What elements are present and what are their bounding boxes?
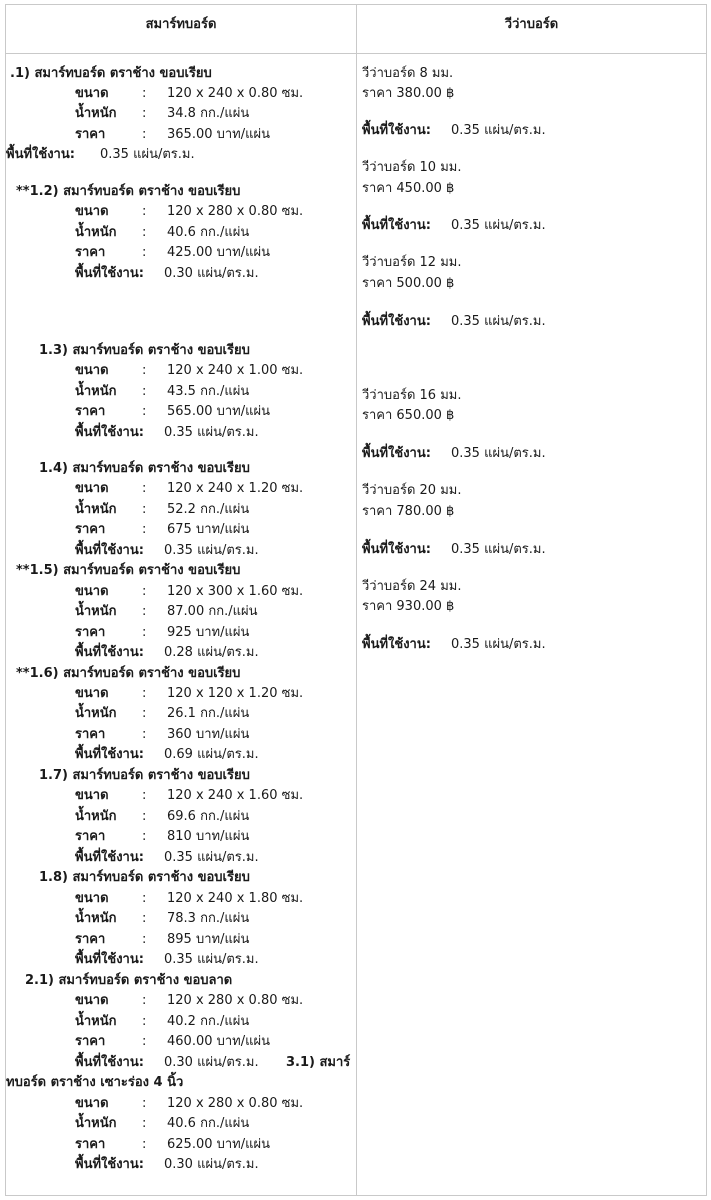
price-label: ราคา [75, 127, 106, 142]
vivaboard-item-name: วีว่าบอร์ด 12 มม. [362, 255, 462, 270]
vivaboard-item-name: วีว่าบอร์ด 8 มม. [362, 66, 454, 81]
area-value: 0.30 แผ่น/ตร.ม. [164, 266, 259, 281]
colon: : [142, 829, 147, 844]
area-label: พื้นที่ใช้งาน: [75, 952, 144, 967]
size-label: ขนาด [75, 686, 109, 701]
smartboard-item-title: ทบอร์ด ตราช้าง เซาะร่อง 4 นิ้ว [6, 1075, 184, 1090]
area-value: 0.35 แผ่น/ตร.ม. [451, 218, 546, 233]
area-value: 0.35 แผ่น/ตร.ม. [164, 425, 259, 440]
smartboard-item-title: .1) สมาร์ทบอร์ด ตราช้าง ขอบเรียบ [10, 66, 212, 81]
size-value: 120 x 300 x 1.60 ซม. [167, 584, 304, 599]
colon: : [142, 1116, 147, 1131]
header-smartboard: สมาร์ทบอร์ด [6, 5, 357, 54]
smartboard-item-title: 3.1) สมาร์ [286, 1055, 351, 1070]
colon: : [142, 1034, 147, 1049]
price-value: 460.00 บาท/แผ่น [167, 1034, 271, 1049]
price-table-page [5, 4, 706, 1196]
vivaboard-item-price: ราคา 450.00 ฿ [362, 181, 455, 196]
colon: : [142, 481, 147, 496]
area-value: 0.35 แผ่น/ตร.ม. [451, 542, 546, 557]
area-value: 0.30 แผ่น/ตร.ม. [164, 1055, 259, 1070]
price-label: ราคา [75, 625, 106, 640]
colon: : [142, 891, 147, 906]
price-label: ราคา [75, 404, 106, 419]
size-label: ขนาด [75, 584, 109, 599]
colon: : [142, 686, 147, 701]
vivaboard-item-name: วีว่าบอร์ด 20 มม. [362, 483, 462, 498]
area-label: พื้นที่ใช้งาน: [362, 446, 431, 461]
area-label: พื้นที่ใช้งาน: [362, 542, 431, 557]
colon: : [142, 204, 147, 219]
smartboard-item-title: 1.4) สมาร์ทบอร์ด ตราช้าง ขอบเรียบ [39, 461, 250, 476]
size-value: 120 x 280 x 0.80 ซม. [167, 204, 304, 219]
weight-value: 26.1 กก./แผ่น [167, 706, 250, 721]
colon: : [142, 788, 147, 803]
weight-label: น้ำหนัก [75, 384, 117, 399]
weight-value: 40.6 กก./แผ่น [167, 1116, 250, 1131]
weight-value: 34.8 กก./แผ่น [167, 106, 250, 121]
colon: : [142, 932, 147, 947]
weight-label: น้ำหนัก [75, 911, 117, 926]
area-value: 0.35 แผ่น/ตร.ม. [100, 147, 195, 162]
weight-value: 52.2 กก./แผ่น [167, 502, 250, 517]
colon: : [142, 384, 147, 399]
price-value: 895 บาท/แผ่น [167, 932, 250, 947]
area-label: พื้นที่ใช้งาน: [362, 637, 431, 652]
vivaboard-item-price: ราคา 650.00 ฿ [362, 408, 455, 423]
area-label: พื้นที่ใช้งาน: [75, 645, 144, 660]
size-label: ขนาด [75, 891, 109, 906]
colon: : [142, 106, 147, 121]
weight-value: 40.2 กก./แผ่น [167, 1014, 250, 1029]
smartboard-item-title: 1.7) สมาร์ทบอร์ด ตราช้าง ขอบเรียบ [39, 768, 250, 783]
area-value: 0.28 แผ่น/ตร.ม. [164, 645, 259, 660]
area-label: พื้นที่ใช้งาน: [362, 218, 431, 233]
area-value: 0.35 แผ่น/ตร.ม. [451, 446, 546, 461]
weight-label: น้ำหนัก [75, 706, 117, 721]
header-row [6, 5, 707, 54]
price-label: ราคา [75, 932, 106, 947]
size-label: ขนาด [75, 86, 109, 101]
weight-label: น้ำหนัก [75, 1116, 117, 1131]
colon: : [142, 1096, 147, 1111]
area-label: พื้นที่ใช้งาน: [75, 1157, 144, 1172]
area-label: พื้นที่ใช้งาน: [75, 266, 144, 281]
price-value: 675 บาท/แผ่น [167, 522, 250, 537]
price-value: 925 บาท/แผ่น [167, 625, 250, 640]
weight-label: น้ำหนัก [75, 225, 117, 240]
weight-label: น้ำหนัก [75, 604, 117, 619]
price-label: ราคา [75, 829, 106, 844]
colon: : [142, 127, 147, 142]
colon: : [142, 404, 147, 419]
area-value: 0.35 แผ่น/ตร.ม. [451, 123, 546, 138]
area-value: 0.69 แผ่น/ตร.ม. [164, 747, 259, 762]
price-label: ราคา [75, 245, 106, 260]
colon: : [142, 727, 147, 742]
area-label: พื้นที่ใช้งาน: [75, 425, 144, 440]
weight-label: น้ำหนัก [75, 502, 117, 517]
colon: : [142, 604, 147, 619]
price-value: 565.00 บาท/แผ่น [167, 404, 271, 419]
size-label: ขนาด [75, 993, 109, 1008]
weight-value: 78.3 กก./แผ่น [167, 911, 250, 926]
smartboard-item-title: 2.1) สมาร์ทบอร์ด ตราช้าง ขอบลาด [25, 973, 233, 988]
weight-label: น้ำหนัก [75, 1014, 117, 1029]
price-table [5, 4, 707, 1196]
smartboard-item-title: **1.2) สมาร์ทบอร์ด ตราช้าง ขอบเรียบ [16, 184, 241, 199]
smartboard-item-title: 1.3) สมาร์ทบอร์ด ตราช้าง ขอบเรียบ [39, 343, 250, 358]
smartboard-item-title: 1.8) สมาร์ทบอร์ด ตราช้าง ขอบเรียบ [39, 870, 250, 885]
smartboard-item-title: **1.5) สมาร์ทบอร์ด ตราช้าง ขอบเรียบ [16, 563, 241, 578]
size-label: ขนาด [75, 204, 109, 219]
colon: : [142, 363, 147, 378]
size-value: 120 x 280 x 0.80 ซม. [167, 1096, 304, 1111]
size-label: ขนาด [75, 1096, 109, 1111]
area-value: 0.35 แผ่น/ตร.ม. [451, 637, 546, 652]
size-value: 120 x 240 x 0.80 ซม. [167, 86, 304, 101]
colon: : [142, 706, 147, 721]
weight-value: 69.6 กก./แผ่น [167, 809, 250, 824]
area-label: พื้นที่ใช้งาน: [75, 747, 144, 762]
header-vivaboard: วีว่าบอร์ด [357, 5, 707, 54]
area-value: 0.35 แผ่น/ตร.ม. [164, 952, 259, 967]
vivaboard-item-price: ราคา 500.00 ฿ [362, 276, 455, 291]
colon: : [142, 809, 147, 824]
size-label: ขนาด [75, 363, 109, 378]
size-value: 120 x 120 x 1.20 ซม. [167, 686, 304, 701]
area-label: พื้นที่ใช้งาน: [6, 147, 75, 162]
size-label: ขนาด [75, 788, 109, 803]
vivaboard-item-price: ราคา 930.00 ฿ [362, 599, 455, 614]
price-value: 810 บาท/แผ่น [167, 829, 250, 844]
colon: : [142, 522, 147, 537]
size-value: 120 x 240 x 1.00 ซม. [167, 363, 304, 378]
price-label: ราคา [75, 1034, 106, 1049]
vivaboard-column [357, 54, 707, 1196]
vivaboard-item-name: วีว่าบอร์ด 10 มม. [362, 160, 462, 175]
size-value: 120 x 240 x 1.80 ซม. [167, 891, 304, 906]
colon: : [142, 911, 147, 926]
weight-value: 40.6 กก./แผ่น [167, 225, 250, 240]
size-value: 120 x 240 x 1.20 ซม. [167, 481, 304, 496]
smartboard-column [6, 54, 357, 1196]
price-label: ราคา [75, 522, 106, 537]
price-value: 365.00 บาท/แผ่น [167, 127, 271, 142]
content-row [6, 54, 707, 1196]
price-label: ราคา [75, 1137, 106, 1152]
vivaboard-item-name: วีว่าบอร์ด 24 มม. [362, 579, 462, 594]
size-value: 120 x 240 x 1.60 ซม. [167, 788, 304, 803]
area-label: พื้นที่ใช้งาน: [75, 850, 144, 865]
colon: : [142, 245, 147, 260]
area-label: พื้นที่ใช้งาน: [362, 123, 431, 138]
price-label: ราคา [75, 727, 106, 742]
weight-value: 43.5 กก./แผ่น [167, 384, 250, 399]
vivaboard-item-price: ราคา 780.00 ฿ [362, 504, 455, 519]
area-value: 0.35 แผ่น/ตร.ม. [164, 850, 259, 865]
colon: : [142, 225, 147, 240]
smartboard-item-title: **1.6) สมาร์ทบอร์ด ตราช้าง ขอบเรียบ [16, 666, 241, 681]
price-value: 425.00 บาท/แผ่น [167, 245, 271, 260]
colon: : [142, 86, 147, 101]
weight-label: น้ำหนัก [75, 106, 117, 121]
area-value: 0.35 แผ่น/ตร.ม. [451, 314, 546, 329]
price-value: 360 บาท/แผ่น [167, 727, 250, 742]
price-value: 625.00 บาท/แผ่น [167, 1137, 271, 1152]
vivaboard-item-price: ราคา 380.00 ฿ [362, 86, 455, 101]
area-label: พื้นที่ใช้งาน: [75, 543, 144, 558]
weight-value: 87.00 กก./แผ่น [167, 604, 258, 619]
colon: : [142, 625, 147, 640]
colon: : [142, 584, 147, 599]
area-value: 0.30 แผ่น/ตร.ม. [164, 1157, 259, 1172]
area-label: พื้นที่ใช้งาน: [75, 1055, 144, 1070]
vivaboard-item-name: วีว่าบอร์ด 16 มม. [362, 388, 462, 403]
area-value: 0.35 แผ่น/ตร.ม. [164, 543, 259, 558]
colon: : [142, 1137, 147, 1152]
weight-label: น้ำหนัก [75, 809, 117, 824]
colon: : [142, 502, 147, 517]
colon: : [142, 993, 147, 1008]
size-label: ขนาด [75, 481, 109, 496]
area-label: พื้นที่ใช้งาน: [362, 314, 431, 329]
size-value: 120 x 280 x 0.80 ซม. [167, 993, 304, 1008]
colon: : [142, 1014, 147, 1029]
